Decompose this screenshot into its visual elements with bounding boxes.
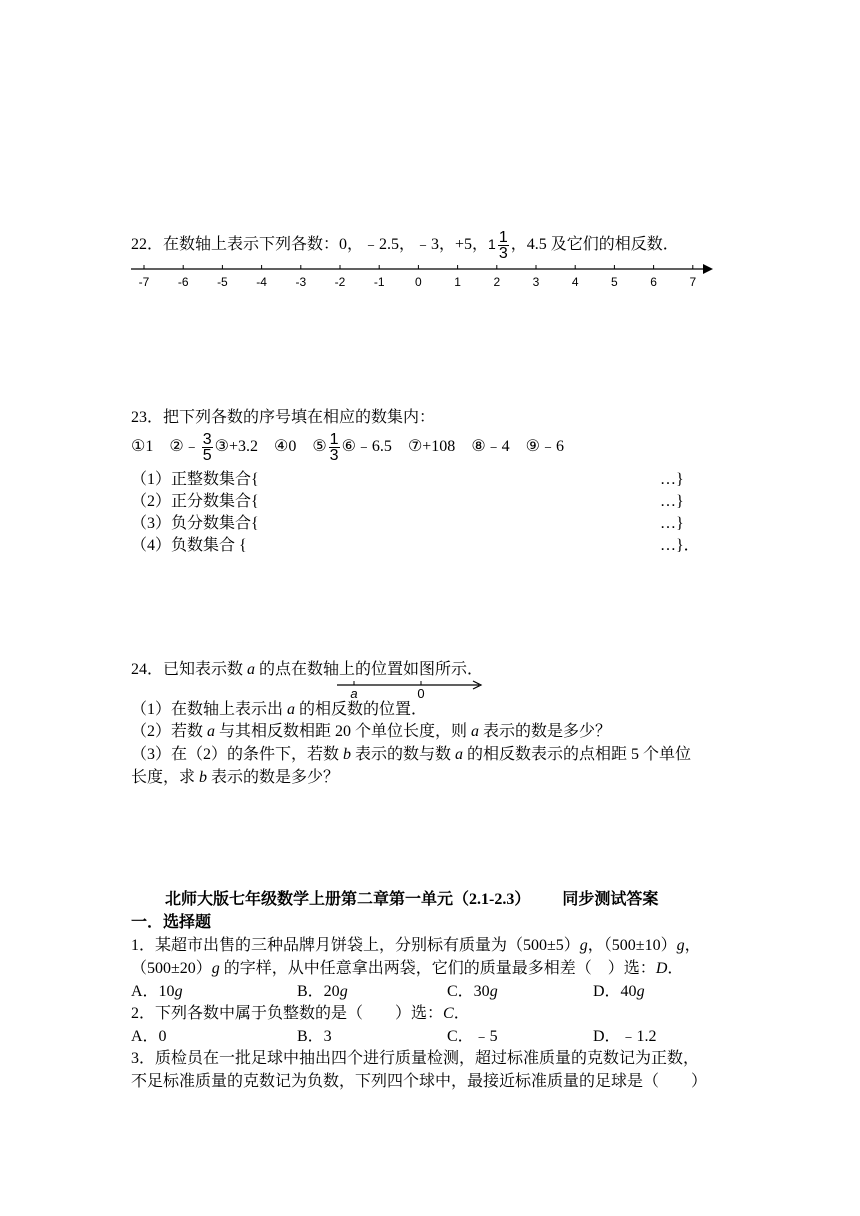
q22-mixed-number: 1 $\frac{1}{3}$ [488,229,508,262]
q22-tail: ，4.5 及它们的相反数． [510,236,679,254]
q22-lead: 22．在数轴上表示下列各数：0，﹣2.5，﹣3，+5， [131,236,489,254]
q23-fraction-1-3: $\frac{1}{3}$ [329,431,339,464]
answer-1-line-1: 1．某超市出售的三种品牌月饼袋上，分别标有质量为（500±5）g，（500±10）g， [131,937,701,954]
q23-item-5: ⑤ [312,438,327,456]
q23-item-1: ①1 [131,438,154,456]
answer-1-option-c: C．30g [447,983,498,1000]
q22-tick-label: 3 [532,275,540,289]
q23-fraction-3-5: $\frac{3}{5}$ [202,431,212,464]
q24-part-3-line-1: （3）在（2）的条件下，若数 b 表示的数与数 a 的相反数表示的点相距 5 个单位 [131,746,692,763]
q22-tick-label: -2 [334,275,346,289]
q23-set-2-end: …} [660,493,684,510]
q23-item-7: ⑦+108 [407,438,456,456]
q22-tick-label: -3 [295,275,307,289]
q24-label-a: a [350,686,358,700]
q23-item-4: ④0 [273,438,297,456]
answer-1-option-d: D．40g [593,983,645,1000]
q23-set-3-end: …} [660,515,684,532]
q23-item-2: ②﹣ [169,438,200,456]
answers-heading: 北师大版七年级数学上册第二章第一单元（2.1-2.3） 同步测试答案 [165,891,659,908]
q24-number-line [335,676,495,700]
q24-part-1: （1）在数轴上表示出 a 的相反数的位置． [131,701,428,718]
q22-number-line [125,260,725,296]
q22-tick-label: 6 [650,275,657,289]
answers-section-title: 一．选择题 [131,914,212,931]
q23-title: 23．把下列各数的序号填在相应的数集内： [131,409,436,426]
q22-tick-label: 2 [493,275,501,289]
q23-item-8: ⑧﹣4 [471,438,510,456]
answer-2-option-d: D．﹣1.2 [593,1028,657,1045]
q22-tick-label: 1 [454,275,461,289]
answer-3-line-1: 3．质检员在一批足球中抽出四个进行质量检测，超过标准质量的克数记为正数， [131,1050,700,1067]
q23-set-4-end: …}． [660,537,700,554]
q22-axis-arrow [703,264,713,274]
q23-set-1-label: （1）正整数集合{ [131,471,259,488]
q22-tick-label: -5 [217,275,228,289]
q24-lead: 24．已知表示数 a 的点在数轴上的位置如图所示． [131,661,484,678]
q24-part-3-line-2: 长度，求 b 表示的数是多少？ [131,769,340,786]
q24-part-2: （2）若数 a 与其相反数相距 20 个单位长度，则 a 表示的数是多少？ [131,723,612,740]
q23-set-2-label: （2）正分数集合{ [131,493,259,510]
q22-text [131,230,679,261]
answer-2-option-c: C．﹣5 [447,1028,498,1045]
answer-3-line-2: 不足标准质量的克数记为负数，下列四个球中，最接近标准质量的足球是（ ） [131,1073,708,1090]
q22-tick-label: -4 [256,275,267,289]
q22-tick-label: 4 [571,275,579,289]
q22-tick-label: 0 [415,275,422,289]
q22-tick-label: -1 [373,275,385,289]
q23-item-6: ⑥﹣6.5 [341,438,392,456]
answer-2-option-b: B．3 [297,1028,332,1045]
q23-set-1-end: …} [660,471,684,488]
q23-item-3: ③+3.2 [214,438,258,456]
q23-item-9: ⑨﹣6 [525,438,565,456]
q24-label-zero: 0 [417,686,425,700]
answer-1-option-a: A．10g [131,983,183,1000]
answer-1-option-b: B．20g [297,983,348,1000]
q23-set-3-label: （3）负分数集合{ [131,515,259,532]
answer-1-line-2: （500±20）g 的字样，从中任意拿出两袋，它们的质量最多相差（ ）选：D． [131,960,684,977]
answer-2-option-a: A．0 [131,1028,167,1045]
q23-items [131,432,564,463]
q22-tick-label: -6 [177,275,189,289]
q22-tick-label: -7 [138,275,150,289]
q23-set-4-label: （4）负数集合 { [131,537,247,554]
q22-tick-label: 5 [611,275,618,289]
q22-tick-label: 7 [689,275,697,289]
answer-2-question: 2．下列各数中属于负整数的是（ ）选：C． [131,1005,470,1022]
